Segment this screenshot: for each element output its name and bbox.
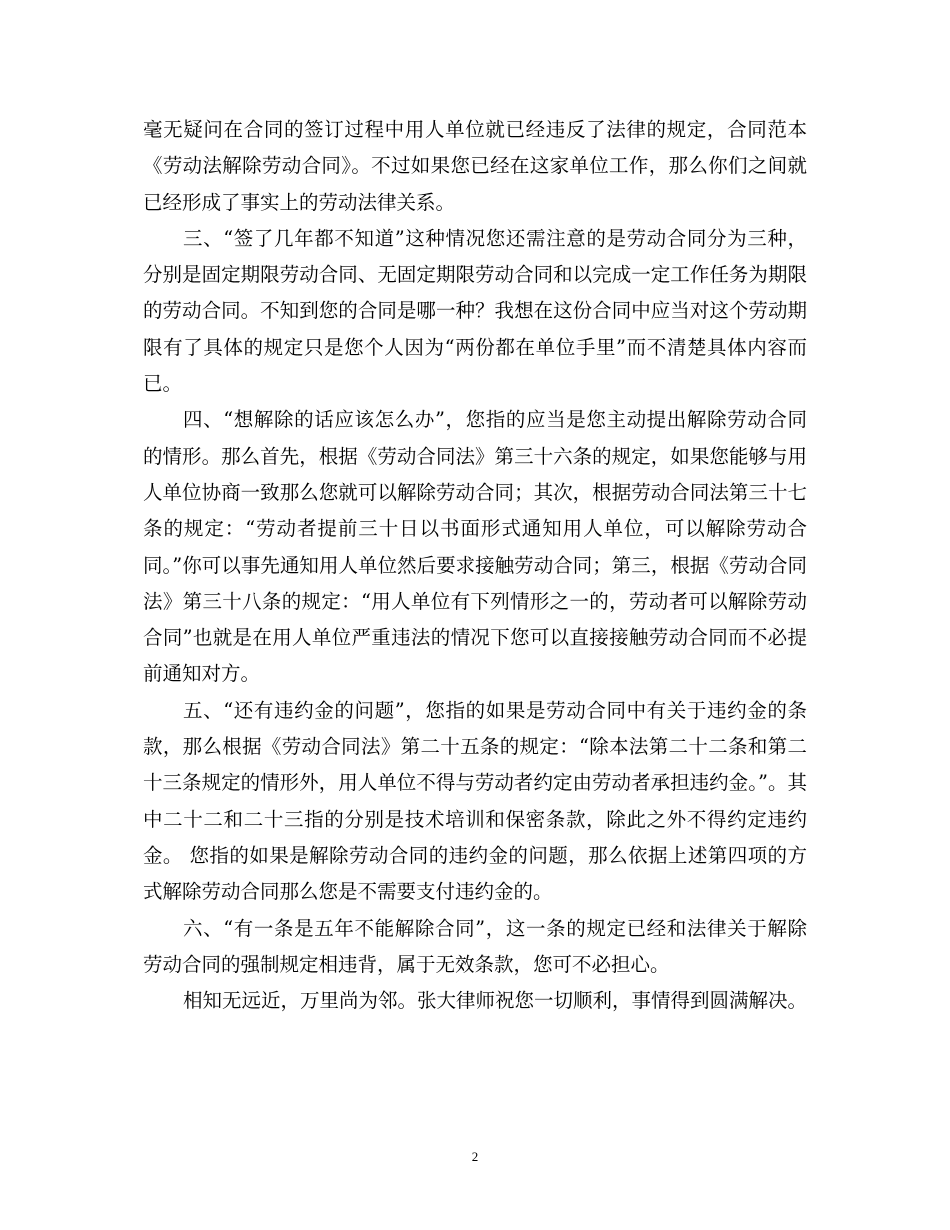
paragraph-closing: 相知无远近，万里尚为邻。张大律师祝您一切顺利，事情得到圆满解决。 <box>183 989 808 1013</box>
paragraph-item-four: 四、“想解除的话应该怎么办”，您指的应当是您主动提出解除劳动合同的情形。那么首先，根据《劳动合同法》第三十六条的规定，如果您能够与用人单位协商一致那么您就可以解除劳动合同；其次，根据劳动合同法第三十七条的规定：“劳动者提前三十日以书面形式通知用人单位，可以解除劳动合同。”你可以事先通知用人单位然后要求接触劳动合同；第三，根据《劳动合同法》第三十八条的规定：“用人单位有下列情形之一的，劳动者可以解除劳动合同”也就是在用人单位严重违法的情况下您可以直接接触劳动合同而不必提前通知对方。 <box>143 408 807 686</box>
document-body <box>143 112 807 1019</box>
page-number: 2 <box>471 1149 479 1164</box>
paragraph-continuation: 毫无疑问在合同的签订过程中用人单位就已经违反了法律的规定，合同范本《劳动法解除劳动合同》。不过如果您已经在这家单位工作，那么你们之间就已经形成了事实上的劳动法律关系。 <box>143 118 807 214</box>
paragraph-item-six: 六、“有一条是五年不能解除合同”，这一条的规定已经和法律关于解除劳动合同的强制规定相违背，属于无效条款，您可不必担心。 <box>143 916 807 976</box>
paragraph-item-five: 五、“还有违约金的问题”，您指的如果是劳动合同中有关于违约金的条款，那么根据《劳动合同法》第二十五条的规定：“除本法第二十二条和第二十三条规定的情形外，用人单位不得与劳动者约定由劳动者承担违约金。”。其中二十二和二十三指的分别是技术培训和保密条款，除此之外不得约定违约金。 您指的如果是解除劳动合同的违约金的问题，那么依据上述第四项的方式解除劳动合同那么您是不需要支付违约金的。 <box>143 698 807 904</box>
paragraph-item-three: 三、“签了几年都不知道”这种情况您还需注意的是劳动合同分为三种，分别是固定期限劳动合同、无固定期限劳动合同和以完成一定工作任务为期限的劳动合同。不知到您的合同是哪一种？我想在这份合同中应当对这个劳动期限有了具体的规定只是您个人因为“两份都在单位手里”而不清楚具体内容而已。 <box>143 226 807 396</box>
